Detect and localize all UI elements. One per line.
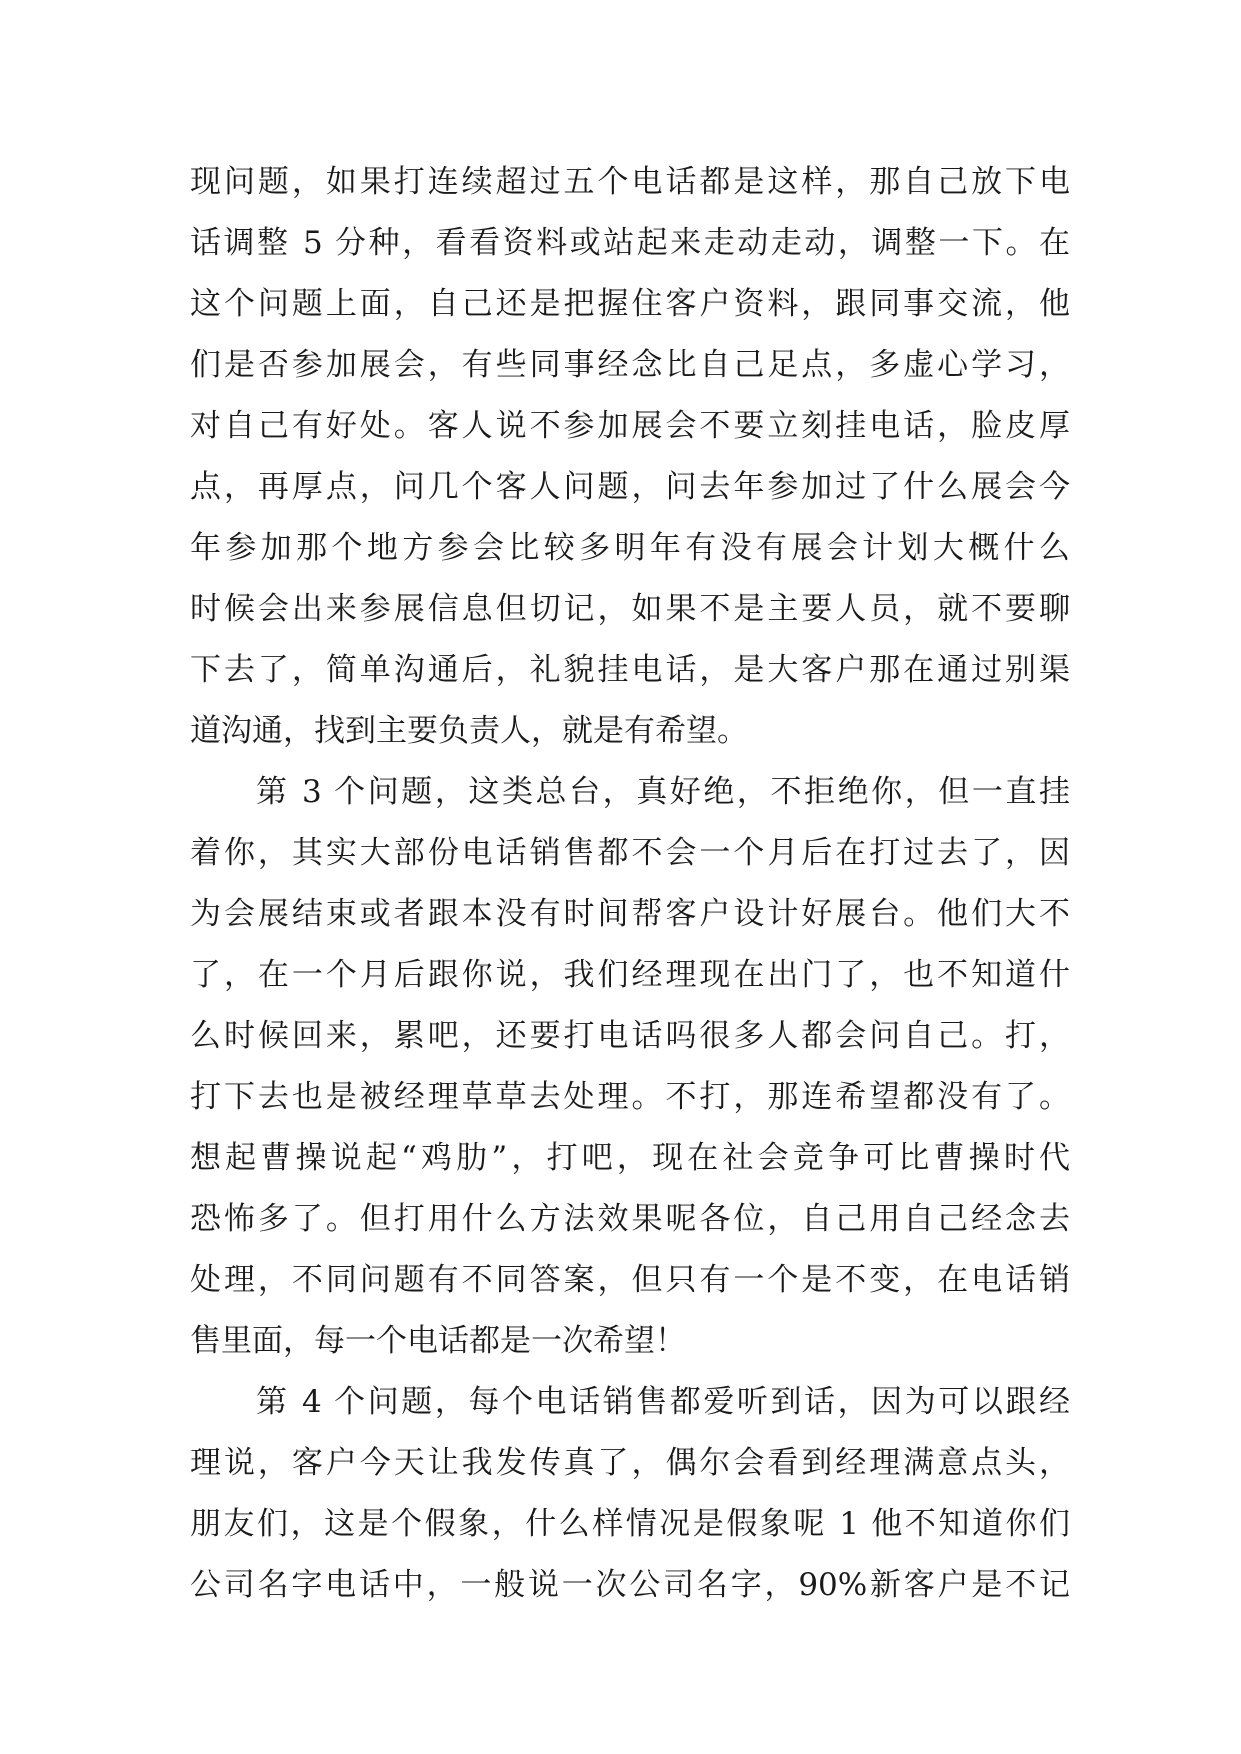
text-line: 们是否参加展会，有些同事经念比自己足点，多虚心学习，	[190, 347, 1070, 383]
text-line: 下去了，简单沟通后，礼貌挂电话，是大客户那在通过别渠	[190, 652, 1070, 688]
text-line: 道沟通，找到主要负责人，就是有希望。	[190, 713, 748, 749]
text-line: 时候会出来参展信息但切记，如果不是主要人员，就不要聊	[190, 591, 1070, 627]
text-line: 打下去也是被经理草草去处理。不打，那连希望都没有了。	[190, 1079, 1070, 1115]
text-line: 话调整 5 分种，看看资料或站起来走动走动，调整一下。在	[190, 225, 1070, 261]
text-line: 么时候回来，累吧，还要打电话吗很多人都会问自己。打，	[190, 1018, 1070, 1054]
text-line: 公司名字电话中，一般说一次公司名字，90%新客户是不记	[190, 1567, 1070, 1603]
body-text	[190, 152, 1070, 1616]
text-line: 点，再厚点，问几个客人问题，问去年参加过了什么展会今	[190, 469, 1070, 505]
paragraph-start-line: 第 4 个问题，每个电话销售都爱听到话，因为可以跟经	[256, 1384, 1070, 1420]
text-line: 朋友们，这是个假象，什么样情况是假象呢 1 他不知道你们	[190, 1506, 1070, 1542]
text-line: 年参加那个地方参会比较多明年有没有展会计划大概什么	[190, 530, 1070, 566]
text-line: 恐怖多了。但打用什么方法效果呢各位，自己用自己经念去	[190, 1201, 1070, 1237]
text-line: 了，在一个月后跟你说，我们经理现在出门了，也不知道什	[190, 957, 1070, 993]
text-line: 处理，不同问题有不同答案，但只有一个是不变，在电话销	[190, 1262, 1070, 1298]
text-line: 这个问题上面，自己还是把握住客户资料，跟同事交流，他	[190, 286, 1070, 322]
text-line: 着你，其实大部份电话销售都不会一个月后在打过去了，因	[190, 835, 1070, 871]
text-line: 想起曹操说起“鸡肋”，打吧，现在社会竞争可比曹操时代	[190, 1140, 1070, 1176]
text-line: 售里面，每一个电话都是一次希望！	[190, 1323, 686, 1359]
text-line: 对自己有好处。客人说不参加展会不要立刻挂电话，脸皮厚	[190, 408, 1070, 444]
text-line: 现问题，如果打连续超过五个电话都是这样，那自己放下电	[190, 164, 1070, 200]
text-line: 理说，客户今天让我发传真了，偶尔会看到经理满意点头，	[190, 1445, 1070, 1481]
paragraph-start-line: 第 3 个问题，这类总台，真好绝，不拒绝你，但一直挂	[256, 774, 1070, 810]
text-line: 为会展结束或者跟本没有时间帮客户设计好展台。他们大不	[190, 896, 1070, 932]
